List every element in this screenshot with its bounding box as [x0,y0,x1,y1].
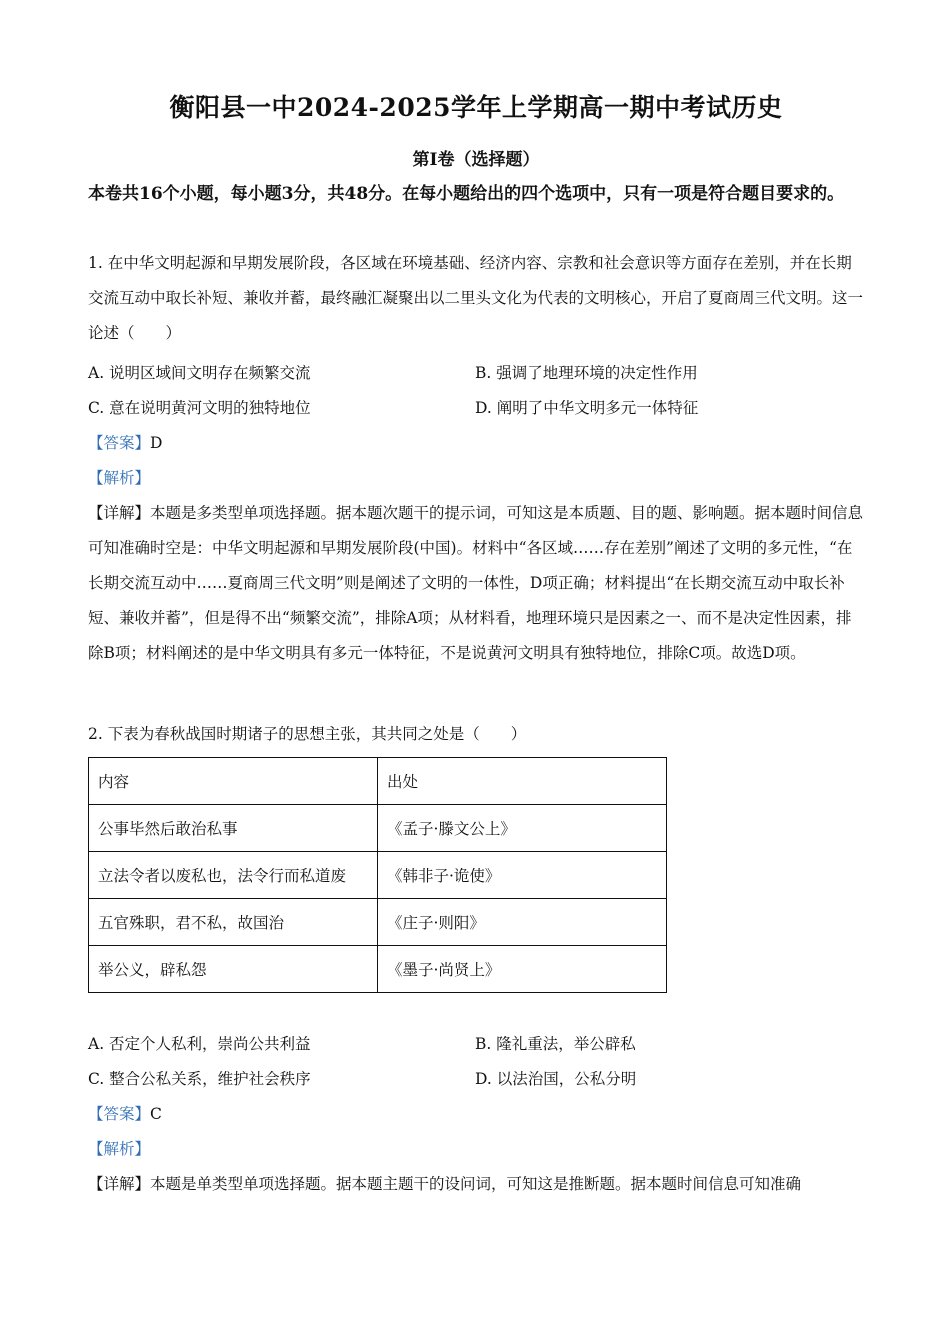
q1-analysis [88,461,864,496]
q1-option-b[interactable]: B. 强调了地理环境的决定性作用 [475,364,698,382]
q2-answer [88,1097,864,1132]
answer-label: 【答案】 [88,434,151,452]
q2-option-a[interactable]: A. 否定个人私利，崇尚公共利益 [88,1035,311,1053]
source-table [88,757,667,993]
detail-label: 【详解】 [88,1175,151,1193]
q2-option-b[interactable]: B. 隆礼重法，举公辟私 [475,1035,636,1053]
table-cell: 《墨子·尚贤上》 [378,946,667,993]
detail-text: 本题是多类型单项选择题。据本题次题干的提示词，可知这是本质题、目的题、影响题。据本题时间信息可知准确时空是：中华文明起源和早期发展阶段(中国)。材料中“各区域……存在差别”阐述了文明的多元性，“在长期交流互动中……夏商周三代文明”则是阐述了文明的一体性，D项正确；材料提出“在长期交流互动中取长补短、兼收并蓄”，但是得不出“频繁交流”，排除A项；从材料看，地理环境只是因素之一、而不是决定性因素，排除B项；材料阐述的是中华文明具有多元一体特征，不是说黄河文明具有独特地位，排除C项。故选D项。 [88,504,864,662]
table-row [89,946,667,993]
section-instructions: 本卷共16个小题，每小题3分，共48分。在每小题给出的四个选项中，只有一项是符合题目要求的。 [88,184,845,204]
table-cell: 五官殊职，君不私，故国治 [89,899,378,946]
table-row [89,899,667,946]
table-cell: 举公义，辟私怨 [89,946,378,993]
q1-detail [88,496,864,671]
table-row [89,852,667,899]
answer-value: C [150,1105,162,1123]
table-header-cell: 出处 [378,758,667,805]
q2-detail [88,1167,864,1202]
answer-value: D [150,434,163,452]
detail-text: 本题是单类型单项选择题。据本题主题干的设问词，可知这是推断题。据本题时间信息可知准确 [150,1175,802,1193]
q1-option-d[interactable]: D. 阐明了中华文明多元一体特征 [475,399,699,417]
q1-option-c[interactable]: C. 意在说明黄河文明的独特地位 [88,399,311,417]
q1-answer [88,426,864,461]
answer-label: 【答案】 [88,1105,151,1123]
question-1-stem: 1. 在中华文明起源和早期发展阶段，各区域在环境基础、经济内容、宗教和社会意识等方面存在差别，并在长期交流互动中取长补短、兼收并蓄，最终融汇凝聚出以二里头文化为代表的文明核心，开启了夏商周三代文明。这一论述（ ） [88,254,864,342]
analysis-label: 【解析】 [88,469,151,487]
question-2-stem: 2. 下表为春秋战国时期诸子的思想主张，其共同之处是（ ） [88,725,527,743]
q2-analysis [88,1132,864,1167]
detail-label: 【详解】 [88,504,151,522]
analysis-label: 【解析】 [88,1140,151,1158]
q2-option-c[interactable]: C. 整合公私关系，维护社会秩序 [88,1070,311,1088]
table-cell: 《孟子·滕文公上》 [378,805,667,852]
table-header-cell: 内容 [89,758,378,805]
q2-option-d[interactable]: D. 以法治国，公私分明 [475,1070,637,1088]
table-cell: 公事毕然后敢治私事 [89,805,378,852]
table-header-row [89,758,667,805]
table-cell: 《庄子·则阳》 [378,899,667,946]
table-cell: 《韩非子·诡使》 [378,852,667,899]
exam-title: 衡阳县一中2024-2025学年上学期高一期中考试历史 [169,93,783,122]
section-heading: 第Ⅰ卷（选择题） [412,150,540,170]
table-row [89,805,667,852]
table-cell: 立法令者以废私也，法令行而私道废 [89,852,378,899]
q1-option-a[interactable]: A. 说明区域间文明存在频繁交流 [88,364,311,382]
